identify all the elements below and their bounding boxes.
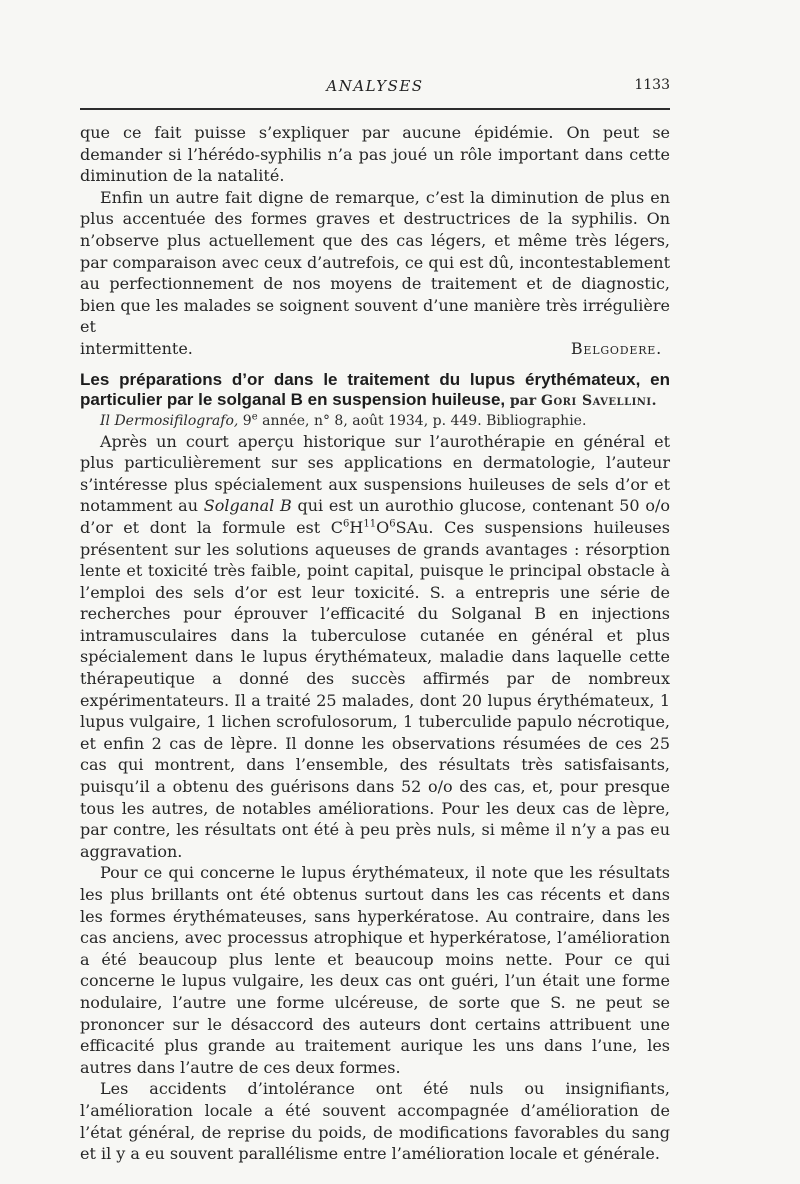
paragraph-5: Les accidents d’intolérance ont été nuls ou insignifiants, l’amélioration locale a été souvent accompagnée d’amélioration de l’état général, de reprise du poids, de modifications favorables du sang et il y a eu souvent parallélisme entre l’amélioration locale et générale. [80, 1079, 670, 1164]
paragraph-3 [80, 431, 670, 863]
issue-details: année, n° 8, août 1934, p. 449. Bibliographie. [257, 412, 587, 429]
article-title [80, 370, 670, 411]
byline-prefix: par [509, 392, 537, 409]
paragraph-1: que ce fait puisse s’expliquer par aucune épidémie. On peut se demander si l’hérédo-syphilis n’a pas joué un rôle important dans cette diminution de la natalité. [80, 123, 670, 186]
paragraph-2-ending: intermittente. [80, 338, 193, 358]
page-header [80, 72, 670, 98]
running-head: ANALYSES [326, 77, 424, 95]
paragraph-4: Pour ce qui concerne le lupus érythémateux, il note que les résultats les plus brillants ont été obtenus surtout dans les cas récents et dans les formes érythémateuses, sans hyperkératose. Au contraire, dans les cas anciens, avec processus atrophique et hyperkératose, l’amélioration a été beaucoup plus lente et beaucoup moins nette. Pour ce qui concerne le lupus vulgaire, les deux cas ont guéri, l’un était une forme nodulaire, l’autre une forme ulcéreuse, de sorte que S. ne peut se prononcer sur le désaccord des auteurs dont certains attribuent une efficacité plus grande au traitement aurique les uns dans l’une, les autres dans l’autre de ces deux formes. [80, 863, 670, 1077]
paragraph-3-part-b: qui est un aurothio glucose, contenant 50 o/o d’or et dont la formule est C [80, 496, 670, 537]
header-rule [80, 108, 670, 110]
scanned-page [80, 72, 670, 1165]
review-signature: Belgodere. [570, 338, 662, 358]
formula-sup-2: 11 [363, 518, 377, 530]
formula-mid-2: O [376, 517, 390, 537]
journal-title: Il Dermosifilografo, [100, 412, 239, 429]
issue-number-part: 9 [242, 412, 252, 429]
issue-superscript: e [251, 410, 258, 422]
article-title-text: Les préparations d’or dans le traitement du lupus érythémateux, en particulier par le solganal B en suspension huileuse, [80, 369, 670, 409]
paragraph-2-signature-line [80, 338, 670, 360]
product-name: Solganal B [203, 496, 292, 516]
paragraph-2: Enfin un autre fait digne de remarque, c’est la diminution de plus en plus accentuée des formes graves et destructrices de la syphilis. On n’observe plus actuellement que des cas légers, et même très légers, par comparaison avec ceux d’autrefois, ce qui est dû, incontestablement au perfectionnement de nos moyens de traitement et de diagnostic, bien que les malades se soignent souvent d’une manière très irrégulière et [80, 187, 670, 337]
article-author: Gori Savellini. [540, 392, 657, 409]
byline-inline [510, 393, 657, 409]
formula-sup-1: 6 [343, 518, 350, 530]
paragraph-3-part-c: Ces suspensions huileuses présentent sur les solutions aqueuses de grands avantages : résorption lente et toxicité très faible, point capital, puisque le principal obstacle à l’emploi des sels d’or est leur toxicité. S. a entrepris une série de recherches pour éprouver l’efficacité du Solganal B en injections intramusculaires dans la tuberculose cutanée en général et plus spécialement dans le lupus érythémateux, maladie dans laquelle cette thérapeutique a donné des succès affirmés par de nombreux expérimentateurs. Il a traité 25 malades, dont 20 lupus érythémateux, 1 lupus vulgaire, 1 lichen scrofulosorum, 1 tuberculide papulo nécrotique, et enfin 2 cas de lèpre. Il donne les observations résumées de ces 25 cas qui montrent, dans l’ensemble, des résultats très satisfaisants, puisqu’il a obtenu des guérisons dans 52 o/o des cas, et, pour presque tous les autres, de notables améliorations. Pour les deux cas de lèpre, par contre, les résultats ont été à peu près nuls, si même il n’y a pas eu aggravation. [80, 517, 670, 861]
page-number: 1133 [634, 77, 670, 93]
formula-sup-3: 6 [389, 518, 396, 530]
article-citation [80, 411, 670, 431]
formula-mid-1: H [349, 517, 364, 537]
body-text [80, 122, 670, 1165]
paragraph-3-part-a: Après un court aperçu historique sur l’aurothérapie en général et plus particulièrement sur ses applications en dermatologie, l’auteur s’intéresse plus spécialement aux suspensions huileuses de sels d’or et notamment au [80, 431, 670, 516]
formula-end: SAu. [395, 517, 434, 537]
